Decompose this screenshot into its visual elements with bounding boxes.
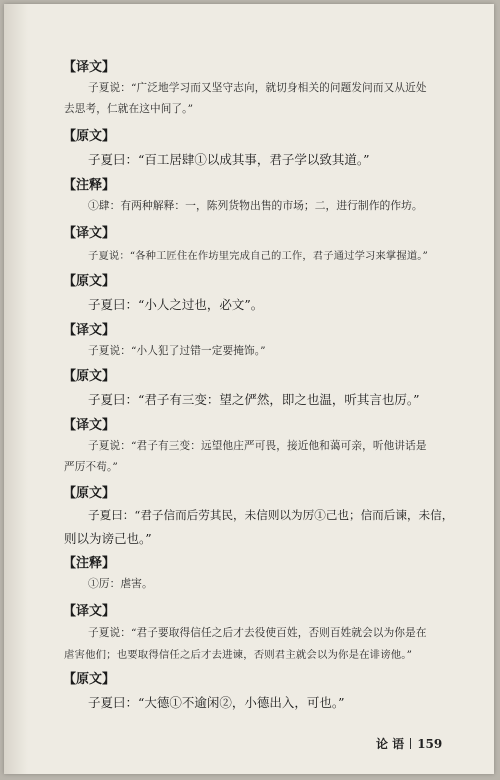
original-text-line: 子夏曰：“百工居肆①以成其事，君子学以致其道。” xyxy=(88,152,370,167)
translation-line: 严厉不苟。” xyxy=(64,461,118,473)
book-title: 论 语 xyxy=(376,737,405,751)
section-heading: 【原文】 xyxy=(63,369,116,384)
section-heading: 【译文】 xyxy=(63,418,116,433)
translation-line: 子夏说：“君子有三变：远望他庄严可畏，接近他和蔼可亲，听他讲话是 xyxy=(88,440,427,452)
original-text-line: 子夏曰：“小人之过也，必文”。 xyxy=(88,297,264,312)
book-page xyxy=(4,4,494,774)
translation-line: 子夏说：“小人犯了过错一定要掩饰。” xyxy=(88,345,266,357)
section-heading: 【译文】 xyxy=(63,323,116,338)
section-heading: 【原文】 xyxy=(63,274,116,289)
translation-line: 虐害他们；也要取得信任之后才去进谏，否则君主就会以为你是在诽谤他。” xyxy=(64,649,413,661)
translation-line: 去思考，仁就在这中间了。” xyxy=(64,103,194,115)
annotation-line: ①厉：虐害。 xyxy=(88,577,153,590)
section-heading: 【注释】 xyxy=(63,178,116,193)
section-heading: 【原文】 xyxy=(63,129,116,144)
original-text-line: 子夏曰：“君子信而后劳其民，未信则以为厉①己也；信而后谏，未信， xyxy=(88,508,454,522)
section-heading: 【译文】 xyxy=(63,604,116,619)
page-footer xyxy=(376,735,442,752)
translation-line: 子夏说：“君子要取得信任之后才去役使百姓，否则百姓就会以为你是在 xyxy=(88,627,427,639)
original-text-line: 则以为谤己也。” xyxy=(64,531,152,546)
section-heading: 【注释】 xyxy=(63,556,116,571)
section-heading: 【原文】 xyxy=(63,486,116,501)
original-text-line: 子夏曰：“大德①不逾闲②，小德出入，可也。” xyxy=(88,695,345,710)
page-number: 159 xyxy=(417,737,443,751)
footer-divider xyxy=(410,738,411,749)
page-gutter-shadow xyxy=(4,4,28,774)
translation-line: 子夏说：“广泛地学习而又坚守志向，就切身相关的问题发问而又从近处 xyxy=(88,82,427,94)
annotation-line: ①肆：有两种解释：一，陈列货物出售的市场；二，进行制作的作坊。 xyxy=(88,199,423,212)
section-heading: 【译文】 xyxy=(63,60,116,75)
section-heading: 【原文】 xyxy=(63,672,116,687)
section-heading: 【译文】 xyxy=(63,226,116,241)
translation-line: 子夏说：“各种工匠住在作坊里完成自己的工作，君子通过学习来掌握道。” xyxy=(88,250,428,262)
original-text-line: 子夏曰：“君子有三变：望之俨然，即之也温，听其言也厉。” xyxy=(88,392,420,407)
